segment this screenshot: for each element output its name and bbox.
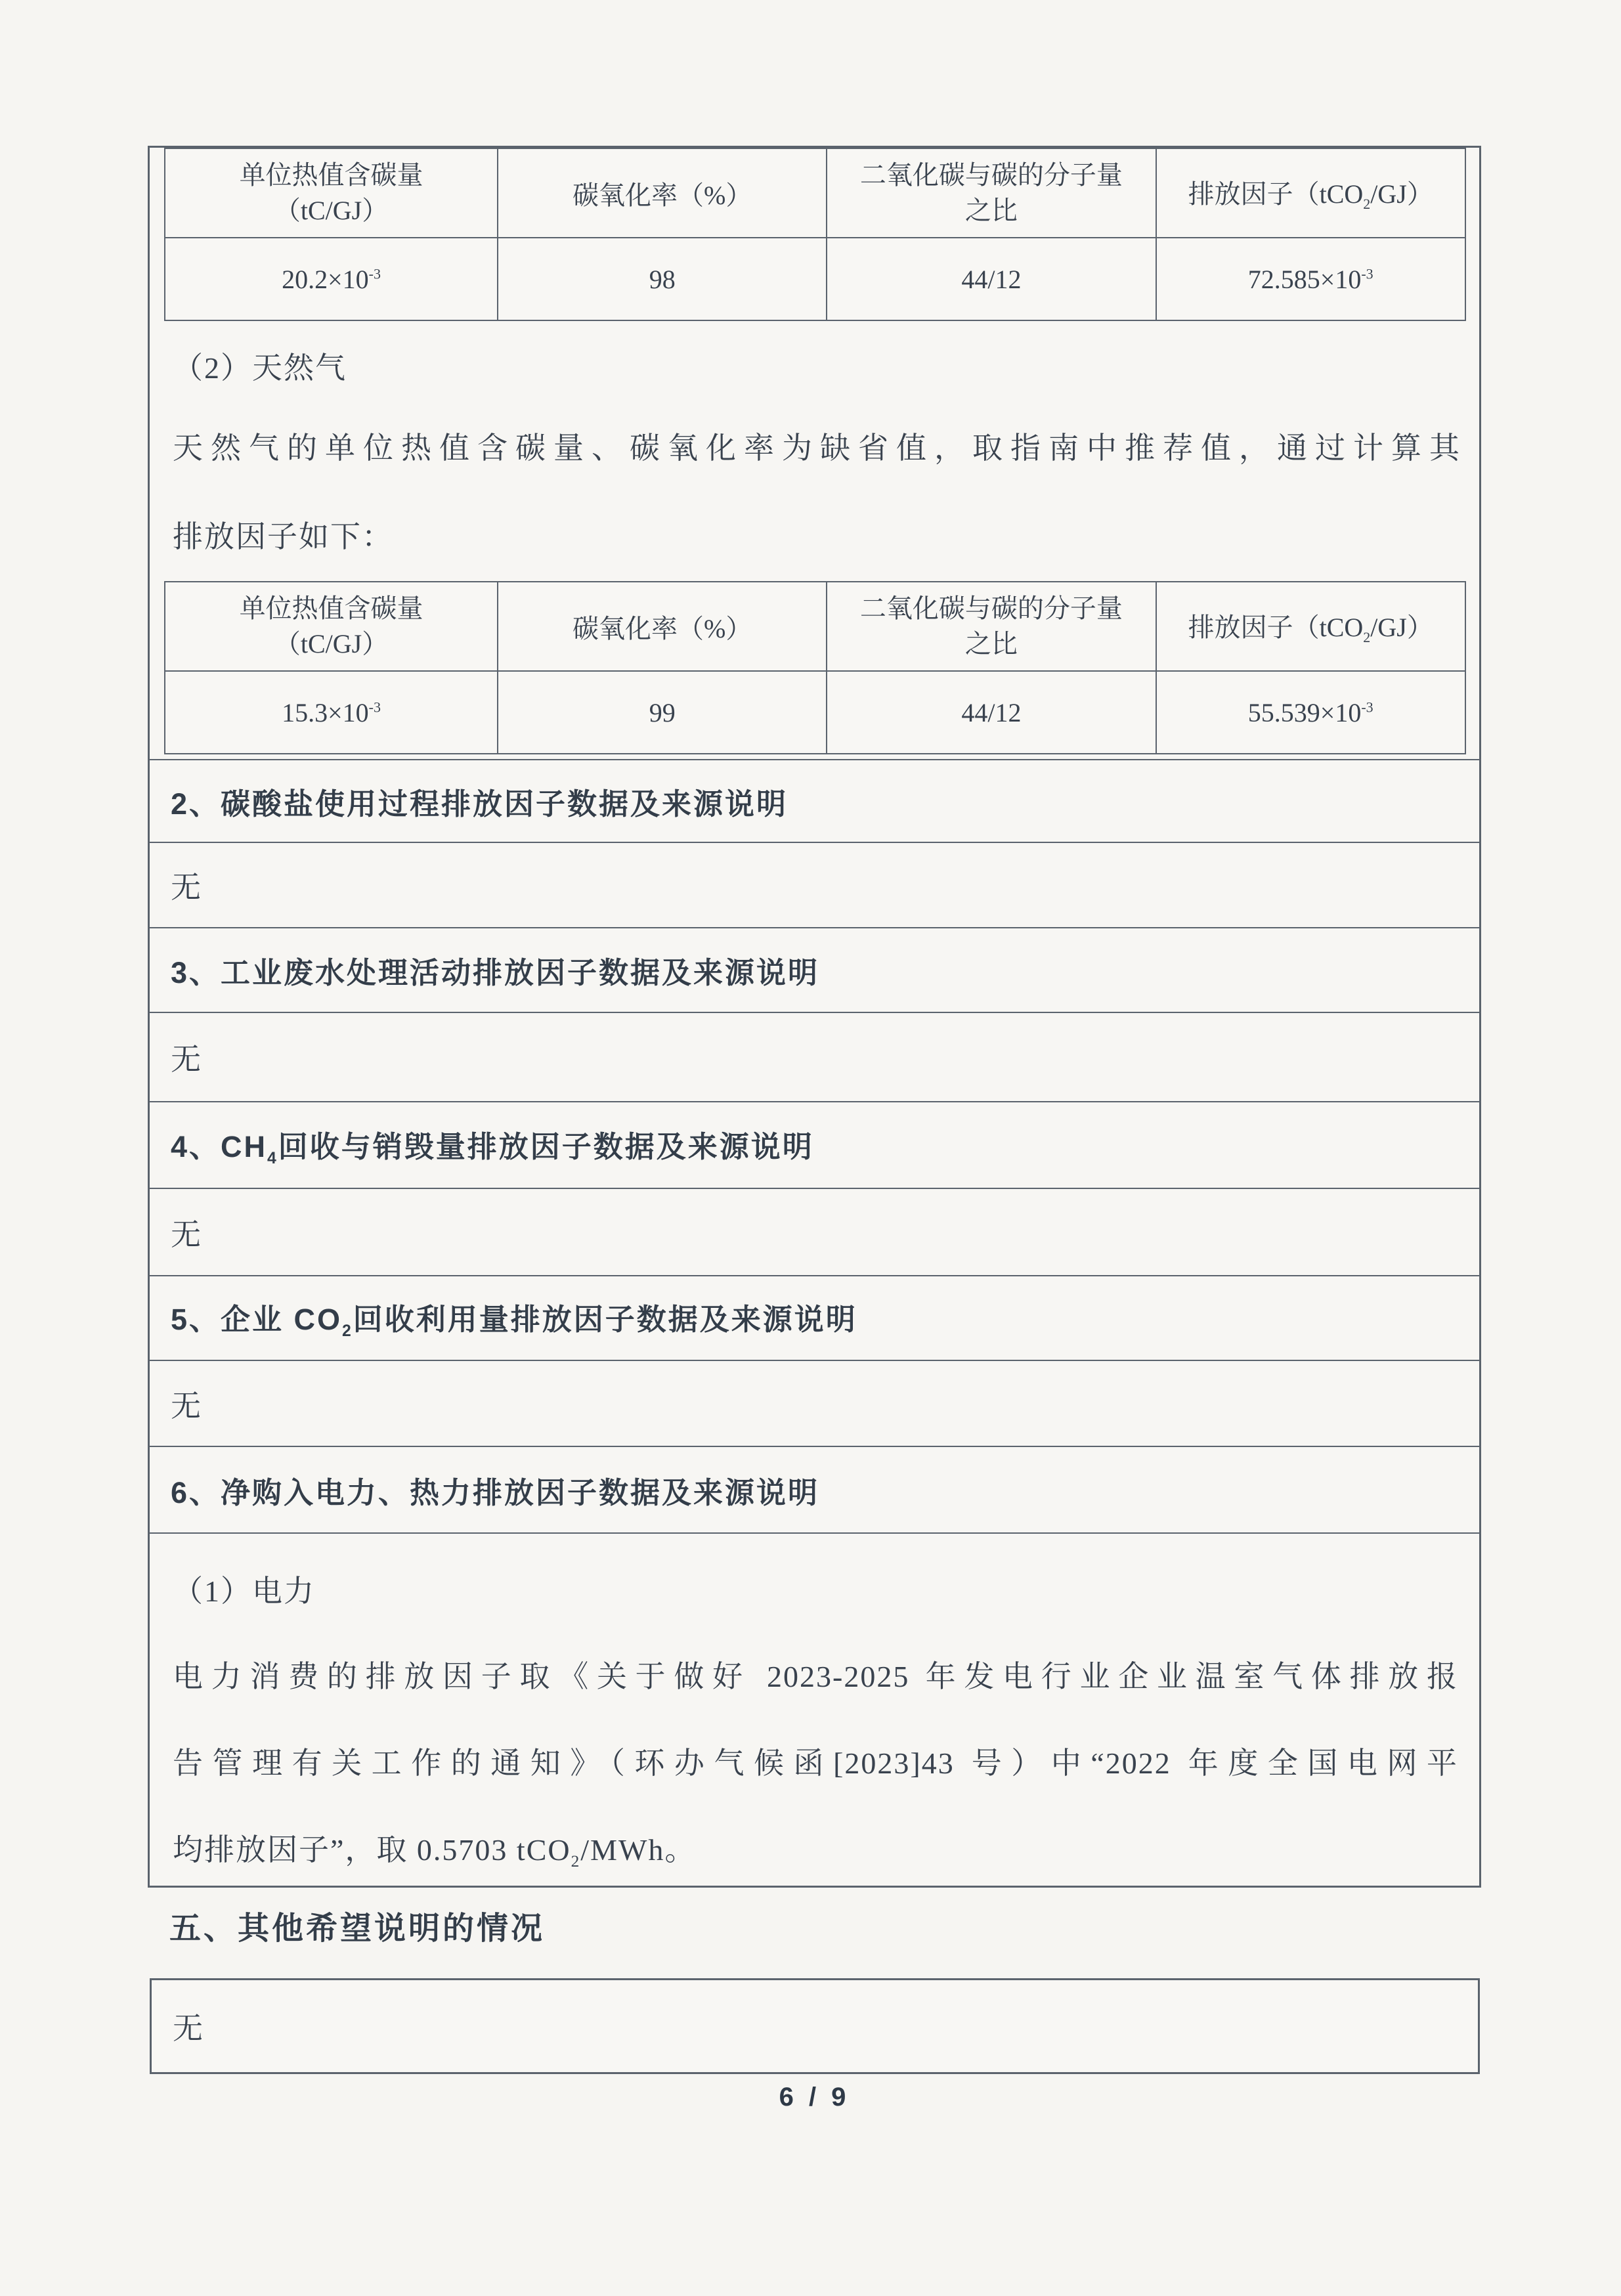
fuel-factor-block (150, 148, 1479, 759)
section-value-text: 无 (171, 1043, 202, 1076)
table-value-row (165, 238, 1465, 320)
natural-gas-paragraph-line2: 排放因子如下： (173, 520, 393, 553)
section-title-text: 3、工业废水处理活动排放因子数据及来源说明 (171, 956, 820, 989)
table-header-row (165, 582, 1465, 671)
section-title-co2-recycling (150, 1275, 1479, 1360)
header-unit-carbon (165, 148, 498, 238)
natural-gas-heading: （2）天然气 (173, 351, 347, 385)
section-value-wastewater (150, 1012, 1479, 1101)
electricity-paragraph-line3: 均排放因子”，取 0.5703 tCO$_2$/MWh。 (173, 1833, 697, 1871)
header-emission-factor: 排放因子（tCO$_2$/GJ） (1156, 148, 1466, 238)
table-value-row (165, 671, 1465, 754)
section-title-electricity-heat (150, 1446, 1479, 1532)
gas-oxidation-rate-value: 99 (498, 671, 827, 754)
natural-gas-factor-table (164, 581, 1466, 754)
section-value-co2-recycling (150, 1360, 1479, 1446)
section-value-text: 无 (171, 1217, 202, 1251)
natural-gas-paragraph-line1: 天然气的单位热值含碳量、碳氧化率为缺省值，取指南中推荐值，通过计算其 (173, 431, 1461, 465)
section-title-ch4-recovery (150, 1101, 1479, 1188)
header-molecular-ratio-line2: 之比 (964, 196, 1018, 225)
header-unit-carbon-line1: 单位热值含碳量 (239, 594, 423, 623)
section-title-text: 4、$CH_4$回收与销毁量排放因子数据及来源说明 (171, 1129, 814, 1167)
header-emission-factor: 排放因子（tCO$_2$/GJ） (1156, 582, 1466, 671)
section-title-text: 5、企业 $CO_2$回收利用量排放因子数据及来源说明 (171, 1303, 857, 1340)
liquid-unit-carbon-value: $20.2\times 10^{-3}$ (165, 238, 498, 320)
gas-molecular-ratio-value: 44/12 (827, 671, 1156, 754)
section-value-ch4-recovery (150, 1188, 1479, 1275)
section-title-text: 6、净购入电力、热力排放因子数据及来源说明 (171, 1475, 820, 1509)
header-unit-carbon (165, 582, 498, 671)
header-oxidation-rate: 碳氧化率（%） (498, 582, 827, 671)
header-molecular-ratio-line1: 二氧化碳与碳的分子量 (859, 160, 1123, 190)
section-value-text: 无 (171, 871, 202, 904)
page-number: 6 / 9 (779, 2083, 850, 2112)
header-unit-carbon-line2: （tC/GJ） (274, 629, 389, 659)
header-molecular-ratio-line2: 之比 (964, 629, 1018, 659)
section-title-wastewater (150, 927, 1479, 1012)
section-title-text: 2、碳酸盐使用过程排放因子数据及来源说明 (171, 787, 789, 821)
header-unit-carbon-line2: （tC/GJ） (274, 196, 389, 225)
table-header-row (165, 148, 1465, 238)
section-value-carbonate (150, 842, 1479, 927)
other-notes-box (150, 1978, 1480, 2074)
section-value-text: 无 (171, 1389, 202, 1423)
other-notes-value: 无 (173, 2012, 203, 2045)
header-unit-carbon-line1: 单位热值含碳量 (239, 160, 423, 190)
electricity-paragraph-line1: 电力消费的排放因子取《关于做好 2023-2025 年发电行业企业温室气体排放报 (173, 1660, 1458, 1693)
header-oxidation-rate: 碳氧化率（%） (498, 148, 827, 238)
header-molecular-ratio (827, 148, 1156, 238)
liquid-emission-factor-value: $72.585\times 10^{-3}$ (1156, 238, 1466, 320)
header-molecular-ratio (827, 582, 1156, 671)
electricity-heading: （1）电力 (173, 1574, 315, 1608)
header-molecular-ratio-line1: 二氧化碳与碳的分子量 (859, 594, 1123, 623)
liquid-fuel-factor-table (164, 148, 1466, 321)
liquid-oxidation-rate-value: 98 (498, 238, 827, 320)
electricity-paragraph-line2: 告管理有关工作的通知》（环办气候函[2023]43 号）中“2022 年度全国电网平 (173, 1746, 1458, 1780)
gas-emission-factor-value: $55.539\times 10^{-3}$ (1156, 671, 1466, 754)
gas-unit-carbon-value: $15.3\times 10^{-3}$ (165, 671, 498, 754)
report-form-table (148, 146, 1481, 1888)
other-notes-heading: 五、其他希望说明的情况 (169, 1911, 546, 1946)
section-electricity-detail (150, 1532, 1479, 1886)
section-title-carbonate (150, 759, 1479, 842)
liquid-molecular-ratio-value: 44/12 (827, 238, 1156, 320)
